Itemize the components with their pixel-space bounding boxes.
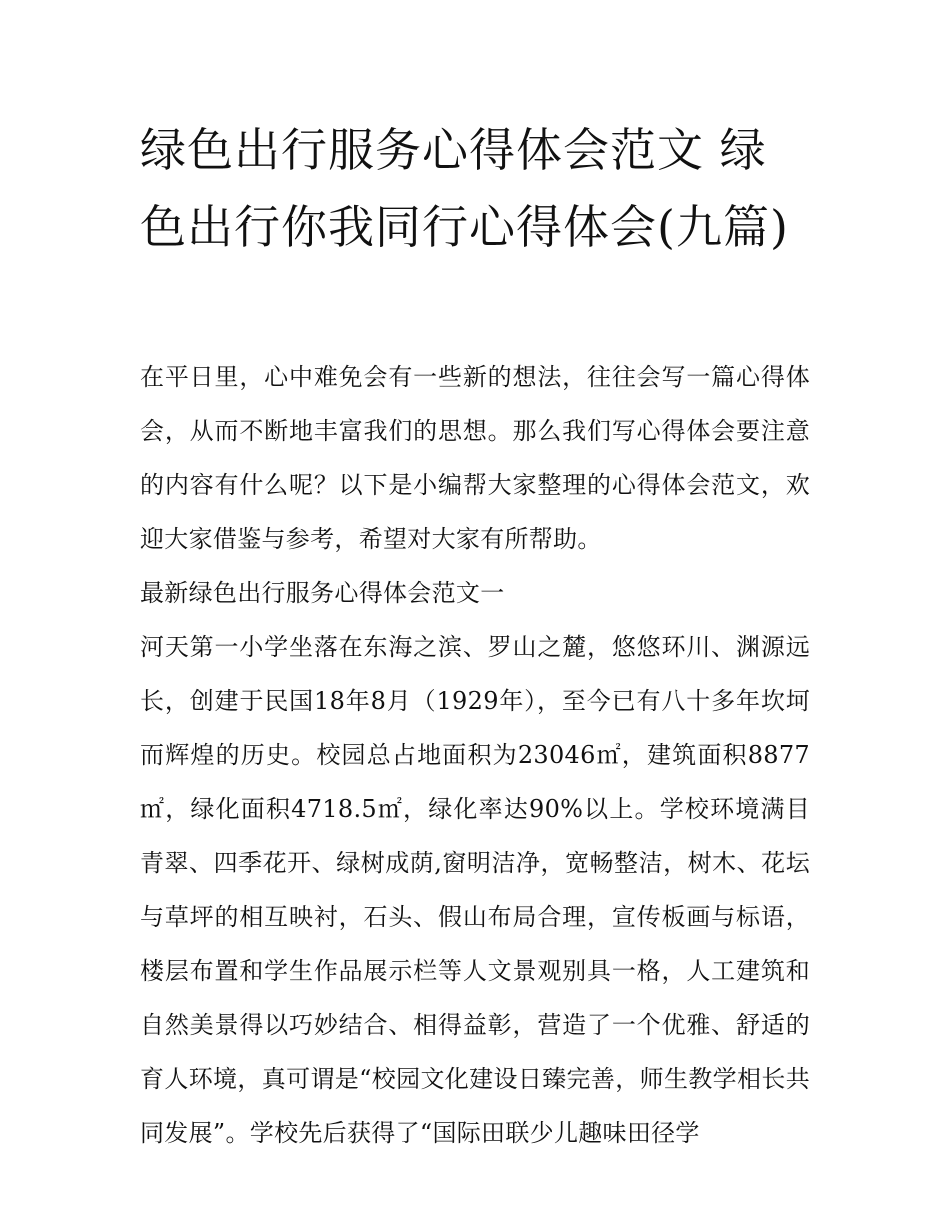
document-body <box>140 350 810 1160</box>
intro-paragraph: 在平日里，心中难免会有一些新的想法，往往会写一篇心得体会，从而不断地丰富我们的思想。那么我们写心得体会要注意的内容有什么呢？以下是小编帮大家整理的心得体会范文，欢迎大家借鉴与参考，希望对大家有所帮助。 <box>140 363 810 553</box>
body-paragraph: 河天第一小学坐落在东海之滨、罗山之麓，悠悠环川、渊源远长，创建于民国18年8月（1929年），至今已有八十多年坎坷而辉煌的历史。校园总占地面积为23046㎡，建筑面积8877㎡，绿化面积4718.5㎡，绿化率达90%以上。学校环境满目青翠、四季花开、绿树成荫,窗明洁净，宽畅整洁，树木、花坛与草坪的相互映衬，石头、假山布局合理，宣传板画与标语，楼层布置和学生作品展示栏等人文景观别具一格，人工建筑和自然美景得以巧妙结合、相得益彰，营造了一个优雅、舒适的育人环境，真可谓是“校园文化建设日臻完善，师生教学相长共同发展”。学校先后获得了“国际田联少儿趣味田径学 <box>140 633 810 1147</box>
document-title: 绿色出行服务心得体会范文 绿色出行你我同行心得体会(九篇) <box>140 123 789 254</box>
section-heading: 最新绿色出行服务心得体会范文一 <box>140 579 505 607</box>
